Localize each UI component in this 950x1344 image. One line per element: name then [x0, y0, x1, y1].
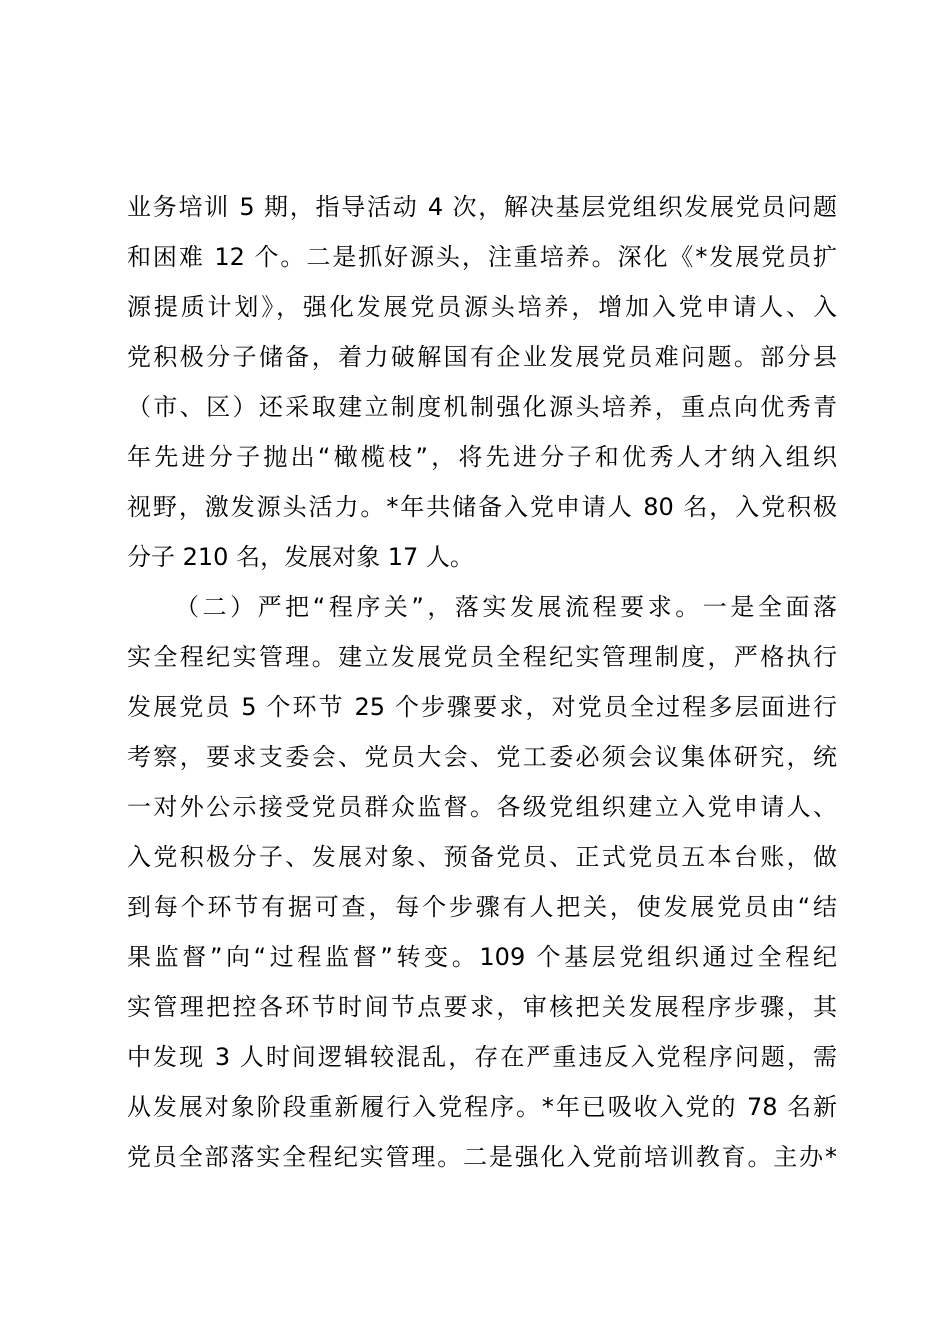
paragraph-1-line-8: 分子 210 名，发展对象 17 人。: [127, 543, 474, 571]
paragraph-2-line-2: 实全程纪实管理。建立发展党员全程纪实管理制度，严格执行: [127, 643, 837, 671]
paragraph-2-line-4: 考察，要求支委会、党员大会、党工委必须会议集体研究，统: [127, 743, 837, 771]
paragraph-1-line-3: 源提质计划》，强化发展党员源头培养，增加入党申请人、入: [127, 293, 837, 321]
paragraph-2-line-5: 一对外公示接受党员群众监督。各级党组织建立入党申请人、: [127, 793, 837, 821]
paragraph-1-line-1: 业务培训 5 期，指导活动 4 次，解决基层党组织发展党员问题: [127, 193, 837, 221]
paragraph-2-line-12: 党员全部落实全程纪实管理。二是强化入党前培训教育。主办*: [127, 1143, 837, 1171]
paragraph-1: [127, 182, 837, 582]
paragraph-1-line-2: 和困难 12 个。二是抓好源头，注重培养。深化《*发展党员扩: [127, 243, 837, 271]
paragraph-2-line-10: 中发现 3 人时间逻辑较混乱，存在严重违反入党程序问题，需: [127, 1043, 837, 1071]
paragraph-1-line-4: 党积极分子储备，着力破解国有企业发展党员难问题。部分县: [127, 343, 837, 371]
paragraph-1-line-7: 视野，激发源头活力。*年共储备入党申请人 80 名，入党积极: [127, 493, 837, 521]
paragraph-2-line-6: 入党积极分子、发展对象、预备党员、正式党员五本台账，做: [127, 843, 837, 871]
paragraph-1-line-5: （市、区）还采取建立制度机制强化源头培养，重点向优秀青: [127, 393, 837, 421]
paragraph-1-line-6: 年先进分子抛出“橄榄枝”，将先进分子和优秀人才纳入组织: [127, 443, 837, 471]
paragraph-2-line-11: 从发展对象阶段重新履行入党程序。*年已吸收入党的 78 名新: [127, 1093, 837, 1121]
paragraph-2-line-1: （二）严把“程序关”，落实发展流程要求。一是全面落: [175, 593, 837, 621]
paragraph-2-line-8: 果监督”向“过程监督”转变。109 个基层党组织通过全程纪: [127, 943, 837, 971]
document-body: [127, 182, 837, 1182]
paragraph-2: [127, 582, 837, 1182]
paragraph-2-line-7: 到每个环节有据可查，每个步骤有人把关，使发展党员由“结: [127, 893, 837, 921]
paragraph-2-line-3: 发展党员 5 个环节 25 个步骤要求，对党员全过程多层面进行: [127, 693, 837, 721]
paragraph-2-line-9: 实管理把控各环节时间节点要求，审核把关发展程序步骤，其: [127, 993, 837, 1021]
